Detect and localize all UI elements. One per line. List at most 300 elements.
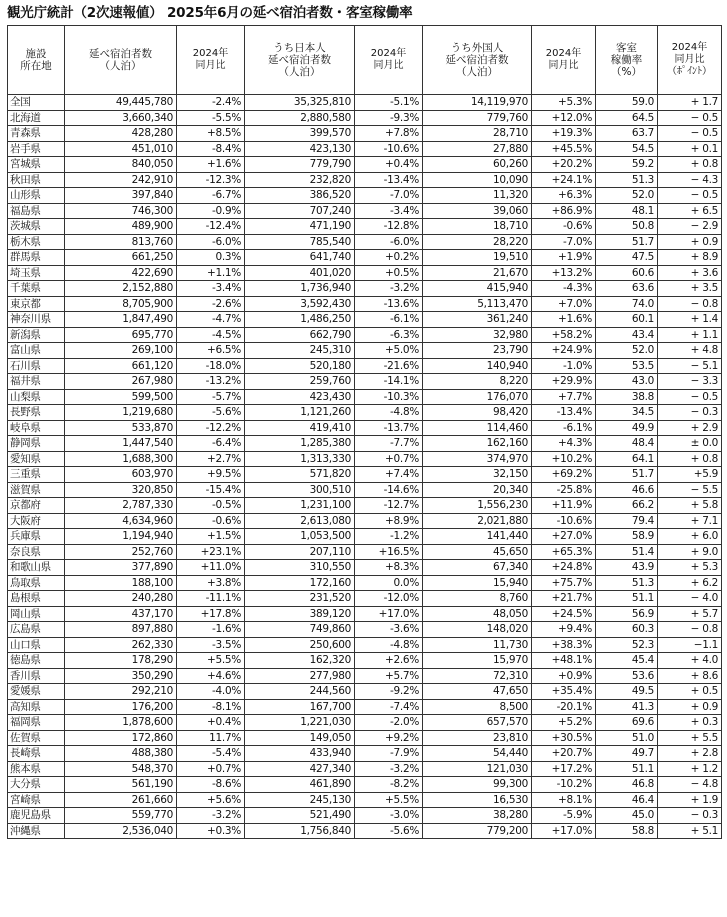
cell-total-yoy: -4.7% xyxy=(177,312,245,328)
cell-total-yoy: +9.5% xyxy=(177,467,245,483)
cell-foreign-guests: 15,940 xyxy=(423,575,532,591)
cell-japanese-yoy: -3.0% xyxy=(355,808,423,824)
table-row xyxy=(8,823,722,839)
cell-japanese-guests: 399,570 xyxy=(245,126,355,142)
cell-total-guests: 2,787,330 xyxy=(65,498,177,514)
cell-prefecture: 静岡県 xyxy=(8,436,65,452)
header-total-yoy: 2024年 同月比 xyxy=(177,26,245,95)
cell-total-yoy: +0.3% xyxy=(177,823,245,839)
cell-occupancy: 59.0 xyxy=(596,95,658,111)
cell-total-yoy: -4.5% xyxy=(177,327,245,343)
cell-occupancy-yoy: − 0.5 xyxy=(658,389,722,405)
table-body xyxy=(8,95,722,839)
cell-japanese-guests: 433,940 xyxy=(245,746,355,762)
cell-foreign-guests: 28,220 xyxy=(423,234,532,250)
cell-japanese-guests: 1,756,840 xyxy=(245,823,355,839)
cell-total-guests: 746,300 xyxy=(65,203,177,219)
cell-foreign-yoy: +1.6% xyxy=(532,312,596,328)
cell-foreign-yoy: -13.4% xyxy=(532,405,596,421)
cell-total-yoy: -11.1% xyxy=(177,591,245,607)
cell-foreign-yoy: +17.2% xyxy=(532,761,596,777)
cell-japanese-guests: 749,860 xyxy=(245,622,355,638)
cell-foreign-yoy: -1.0% xyxy=(532,358,596,374)
cell-total-guests: 188,100 xyxy=(65,575,177,591)
cell-total-guests: 897,880 xyxy=(65,622,177,638)
cell-prefecture: 千葉県 xyxy=(8,281,65,297)
cell-foreign-guests: 140,940 xyxy=(423,358,532,374)
cell-total-yoy: -8.1% xyxy=(177,699,245,715)
cell-japanese-guests: 521,490 xyxy=(245,808,355,824)
cell-prefecture: 宮崎県 xyxy=(8,792,65,808)
cell-occupancy: 60.3 xyxy=(596,622,658,638)
cell-total-yoy: 0.3% xyxy=(177,250,245,266)
cell-prefecture: 山形県 xyxy=(8,188,65,204)
cell-occupancy-yoy: + 5.1 xyxy=(658,823,722,839)
cell-foreign-yoy: +69.2% xyxy=(532,467,596,483)
cell-occupancy: 43.0 xyxy=(596,374,658,390)
statistics-table xyxy=(7,25,722,839)
cell-total-yoy: +0.4% xyxy=(177,715,245,731)
cell-occupancy: 64.1 xyxy=(596,451,658,467)
cell-total-guests: 422,690 xyxy=(65,265,177,281)
table-row xyxy=(8,513,722,529)
cell-total-guests: 488,380 xyxy=(65,746,177,762)
cell-total-yoy: +5.6% xyxy=(177,792,245,808)
cell-foreign-guests: 8,760 xyxy=(423,591,532,607)
cell-occupancy: 69.6 xyxy=(596,715,658,731)
cell-japanese-guests: 250,600 xyxy=(245,637,355,653)
cell-total-guests: 397,840 xyxy=(65,188,177,204)
cell-foreign-guests: 779,200 xyxy=(423,823,532,839)
cell-total-guests: 262,330 xyxy=(65,637,177,653)
cell-occupancy-yoy: − 2.9 xyxy=(658,219,722,235)
cell-foreign-guests: 23,810 xyxy=(423,730,532,746)
cell-foreign-guests: 15,970 xyxy=(423,653,532,669)
cell-japanese-yoy: -9.3% xyxy=(355,110,423,126)
cell-japanese-guests: 2,880,580 xyxy=(245,110,355,126)
cell-total-yoy: -5.5% xyxy=(177,110,245,126)
cell-occupancy: 51.0 xyxy=(596,730,658,746)
cell-total-guests: 1,688,300 xyxy=(65,451,177,467)
header-occupancy-yoy: 2024年 同月比 （ﾎﾟｲﾝﾄ） xyxy=(658,26,722,95)
cell-prefecture: 富山県 xyxy=(8,343,65,359)
cell-total-guests: 8,705,900 xyxy=(65,296,177,312)
cell-japanese-guests: 1,486,250 xyxy=(245,312,355,328)
cell-occupancy: 60.6 xyxy=(596,265,658,281)
cell-occupancy: 46.4 xyxy=(596,792,658,808)
cell-occupancy: 63.7 xyxy=(596,126,658,142)
cell-occupancy-yoy: − 0.5 xyxy=(658,188,722,204)
cell-total-guests: 437,170 xyxy=(65,606,177,622)
cell-foreign-yoy: +10.2% xyxy=(532,451,596,467)
cell-foreign-yoy: +38.3% xyxy=(532,637,596,653)
cell-total-yoy: -3.4% xyxy=(177,281,245,297)
table-row xyxy=(8,730,722,746)
cell-prefecture: 京都府 xyxy=(8,498,65,514)
cell-foreign-guests: 11,730 xyxy=(423,637,532,653)
cell-japanese-yoy: -13.4% xyxy=(355,172,423,188)
table-row xyxy=(8,715,722,731)
cell-occupancy-yoy: + 5.3 xyxy=(658,560,722,576)
cell-total-guests: 377,890 xyxy=(65,560,177,576)
cell-occupancy: 52.3 xyxy=(596,637,658,653)
cell-japanese-guests: 167,700 xyxy=(245,699,355,715)
cell-total-guests: 451,010 xyxy=(65,141,177,157)
cell-total-guests: 813,760 xyxy=(65,234,177,250)
cell-japanese-yoy: -4.8% xyxy=(355,405,423,421)
cell-prefecture: 三重県 xyxy=(8,467,65,483)
cell-japanese-yoy: -2.0% xyxy=(355,715,423,731)
cell-foreign-guests: 176,070 xyxy=(423,389,532,405)
cell-prefecture: 東京都 xyxy=(8,296,65,312)
header-foreign: うち外国人 延べ宿泊者数 （人泊） xyxy=(423,26,532,95)
cell-japanese-yoy: +0.2% xyxy=(355,250,423,266)
cell-japanese-guests: 207,110 xyxy=(245,544,355,560)
cell-foreign-guests: 18,710 xyxy=(423,219,532,235)
cell-japanese-yoy: -6.1% xyxy=(355,312,423,328)
cell-occupancy-yoy: + 0.9 xyxy=(658,234,722,250)
cell-total-guests: 2,152,880 xyxy=(65,281,177,297)
cell-occupancy-yoy: + 7.1 xyxy=(658,513,722,529)
cell-foreign-yoy: -4.3% xyxy=(532,281,596,297)
cell-total-guests: 533,870 xyxy=(65,420,177,436)
cell-prefecture: 山梨県 xyxy=(8,389,65,405)
cell-occupancy: 58.8 xyxy=(596,823,658,839)
cell-japanese-guests: 1,313,330 xyxy=(245,451,355,467)
cell-foreign-guests: 10,090 xyxy=(423,172,532,188)
cell-total-yoy: +8.5% xyxy=(177,126,245,142)
cell-japanese-yoy: -10.6% xyxy=(355,141,423,157)
cell-occupancy-yoy: − 0.8 xyxy=(658,622,722,638)
cell-occupancy: 52.0 xyxy=(596,188,658,204)
cell-occupancy-yoy: − 4.3 xyxy=(658,172,722,188)
cell-occupancy: 51.3 xyxy=(596,172,658,188)
table-row xyxy=(8,141,722,157)
cell-total-yoy: -1.6% xyxy=(177,622,245,638)
cell-foreign-guests: 39,060 xyxy=(423,203,532,219)
cell-prefecture: 福島県 xyxy=(8,203,65,219)
cell-prefecture: 宮城県 xyxy=(8,157,65,173)
cell-occupancy-yoy: ± 0.0 xyxy=(658,436,722,452)
cell-occupancy: 45.0 xyxy=(596,808,658,824)
cell-total-yoy: -18.0% xyxy=(177,358,245,374)
cell-foreign-guests: 60,260 xyxy=(423,157,532,173)
cell-occupancy-yoy: + 4.8 xyxy=(658,343,722,359)
cell-total-guests: 603,970 xyxy=(65,467,177,483)
cell-japanese-guests: 571,820 xyxy=(245,467,355,483)
table-row xyxy=(8,203,722,219)
table-row xyxy=(8,281,722,297)
cell-total-guests: 178,290 xyxy=(65,653,177,669)
table-row xyxy=(8,746,722,762)
cell-prefecture: 熊本県 xyxy=(8,761,65,777)
cell-total-yoy: -12.2% xyxy=(177,420,245,436)
cell-foreign-guests: 361,240 xyxy=(423,312,532,328)
cell-occupancy: 45.4 xyxy=(596,653,658,669)
cell-foreign-yoy: +24.9% xyxy=(532,343,596,359)
cell-occupancy: 47.5 xyxy=(596,250,658,266)
cell-japanese-yoy: -3.2% xyxy=(355,761,423,777)
cell-foreign-yoy: -0.6% xyxy=(532,219,596,235)
cell-occupancy-yoy: − 5.1 xyxy=(658,358,722,374)
cell-japanese-guests: 1,221,030 xyxy=(245,715,355,731)
cell-total-guests: 548,370 xyxy=(65,761,177,777)
cell-total-yoy: +3.8% xyxy=(177,575,245,591)
table-row xyxy=(8,544,722,560)
cell-total-yoy: -4.0% xyxy=(177,684,245,700)
cell-occupancy-yoy: +5.9 xyxy=(658,467,722,483)
cell-foreign-guests: 148,020 xyxy=(423,622,532,638)
cell-total-yoy: -0.9% xyxy=(177,203,245,219)
cell-japanese-guests: 707,240 xyxy=(245,203,355,219)
cell-occupancy-yoy: + 4.0 xyxy=(658,653,722,669)
cell-foreign-yoy: +75.7% xyxy=(532,575,596,591)
cell-japanese-yoy: -1.2% xyxy=(355,529,423,545)
cell-foreign-guests: 28,710 xyxy=(423,126,532,142)
cell-japanese-guests: 149,050 xyxy=(245,730,355,746)
cell-foreign-yoy: +5.3% xyxy=(532,95,596,111)
cell-foreign-guests: 67,340 xyxy=(423,560,532,576)
cell-foreign-yoy: -6.1% xyxy=(532,420,596,436)
cell-foreign-guests: 19,510 xyxy=(423,250,532,266)
header-total: 延べ宿泊者数 （人泊） xyxy=(65,26,177,95)
cell-foreign-yoy: +24.5% xyxy=(532,606,596,622)
cell-total-guests: 252,760 xyxy=(65,544,177,560)
cell-total-yoy: +1.6% xyxy=(177,157,245,173)
cell-foreign-guests: 54,440 xyxy=(423,746,532,762)
cell-occupancy: 56.9 xyxy=(596,606,658,622)
cell-occupancy: 41.3 xyxy=(596,699,658,715)
cell-foreign-guests: 779,760 xyxy=(423,110,532,126)
cell-japanese-guests: 3,592,430 xyxy=(245,296,355,312)
cell-total-yoy: +1.1% xyxy=(177,265,245,281)
cell-japanese-yoy: +5.7% xyxy=(355,668,423,684)
cell-japanese-yoy: +8.9% xyxy=(355,513,423,529)
cell-foreign-yoy: -5.9% xyxy=(532,808,596,824)
cell-japanese-guests: 1,736,940 xyxy=(245,281,355,297)
table-row xyxy=(8,188,722,204)
cell-japanese-guests: 35,325,810 xyxy=(245,95,355,111)
cell-occupancy-yoy: + 3.5 xyxy=(658,281,722,297)
cell-japanese-guests: 300,510 xyxy=(245,482,355,498)
cell-foreign-guests: 8,500 xyxy=(423,699,532,715)
cell-prefecture: 滋賀県 xyxy=(8,482,65,498)
header-row xyxy=(8,26,722,95)
cell-japanese-guests: 277,980 xyxy=(245,668,355,684)
cell-japanese-guests: 1,121,260 xyxy=(245,405,355,421)
cell-occupancy-yoy: + 8.9 xyxy=(658,250,722,266)
cell-foreign-yoy: +29.9% xyxy=(532,374,596,390)
table-row xyxy=(8,792,722,808)
cell-japanese-yoy: -3.4% xyxy=(355,203,423,219)
cell-occupancy-yoy: + 8.6 xyxy=(658,668,722,684)
page-title: 観光庁統計（2次速報値） 2025年6月の延べ宿泊者数・客室稼働率 xyxy=(7,5,413,21)
cell-total-guests: 559,770 xyxy=(65,808,177,824)
cell-foreign-guests: 47,650 xyxy=(423,684,532,700)
cell-foreign-yoy: +0.9% xyxy=(532,668,596,684)
table-row xyxy=(8,436,722,452)
cell-total-guests: 267,980 xyxy=(65,374,177,390)
cell-prefecture: 香川県 xyxy=(8,668,65,684)
cell-total-guests: 176,200 xyxy=(65,699,177,715)
table-row xyxy=(8,110,722,126)
cell-japanese-guests: 641,740 xyxy=(245,250,355,266)
table-row xyxy=(8,606,722,622)
header-occupancy: 客室 稼働率 （%） xyxy=(596,26,658,95)
cell-occupancy: 64.5 xyxy=(596,110,658,126)
cell-total-yoy: +17.8% xyxy=(177,606,245,622)
cell-total-guests: 4,634,960 xyxy=(65,513,177,529)
cell-occupancy: 53.5 xyxy=(596,358,658,374)
cell-total-yoy: 11.7% xyxy=(177,730,245,746)
cell-occupancy: 53.6 xyxy=(596,668,658,684)
cell-total-yoy: -5.7% xyxy=(177,389,245,405)
header-pref: 施設 所在地 xyxy=(8,26,65,95)
cell-foreign-guests: 114,460 xyxy=(423,420,532,436)
cell-total-guests: 240,280 xyxy=(65,591,177,607)
cell-occupancy: 74.0 xyxy=(596,296,658,312)
cell-foreign-guests: 99,300 xyxy=(423,777,532,793)
cell-total-guests: 292,210 xyxy=(65,684,177,700)
cell-foreign-yoy: -7.0% xyxy=(532,234,596,250)
table-row xyxy=(8,575,722,591)
cell-occupancy-yoy: − 0.3 xyxy=(658,808,722,824)
cell-japanese-yoy: +0.4% xyxy=(355,157,423,173)
cell-occupancy-yoy: + 2.9 xyxy=(658,420,722,436)
cell-foreign-yoy: +86.9% xyxy=(532,203,596,219)
cell-japanese-yoy: -8.2% xyxy=(355,777,423,793)
table-row xyxy=(8,374,722,390)
cell-foreign-yoy: +9.4% xyxy=(532,622,596,638)
cell-foreign-guests: 5,113,470 xyxy=(423,296,532,312)
cell-prefecture: 新潟県 xyxy=(8,327,65,343)
table-row xyxy=(8,777,722,793)
table-row xyxy=(8,637,722,653)
cell-occupancy-yoy: − 4.0 xyxy=(658,591,722,607)
cell-occupancy: 58.9 xyxy=(596,529,658,545)
cell-total-guests: 1,447,540 xyxy=(65,436,177,452)
cell-occupancy: 48.1 xyxy=(596,203,658,219)
cell-prefecture: 福井県 xyxy=(8,374,65,390)
cell-foreign-yoy: +7.0% xyxy=(532,296,596,312)
cell-japanese-yoy: -12.8% xyxy=(355,219,423,235)
cell-prefecture: 奈良県 xyxy=(8,544,65,560)
cell-occupancy-yoy: + 2.8 xyxy=(658,746,722,762)
cell-foreign-yoy: +65.3% xyxy=(532,544,596,560)
cell-foreign-guests: 1,556,230 xyxy=(423,498,532,514)
cell-prefecture: 兵庫県 xyxy=(8,529,65,545)
cell-total-yoy: -8.6% xyxy=(177,777,245,793)
cell-prefecture: 秋田県 xyxy=(8,172,65,188)
cell-foreign-guests: 121,030 xyxy=(423,761,532,777)
table-row xyxy=(8,761,722,777)
cell-foreign-yoy: +13.2% xyxy=(532,265,596,281)
cell-prefecture: 石川県 xyxy=(8,358,65,374)
cell-foreign-guests: 45,650 xyxy=(423,544,532,560)
cell-foreign-yoy: -10.6% xyxy=(532,513,596,529)
cell-japanese-guests: 231,520 xyxy=(245,591,355,607)
cell-total-guests: 242,910 xyxy=(65,172,177,188)
cell-occupancy-yoy: + 1.7 xyxy=(658,95,722,111)
cell-occupancy: 38.8 xyxy=(596,389,658,405)
cell-occupancy-yoy: + 6.0 xyxy=(658,529,722,545)
cell-occupancy: 52.0 xyxy=(596,343,658,359)
cell-foreign-yoy: +7.7% xyxy=(532,389,596,405)
cell-occupancy-yoy: + 0.3 xyxy=(658,715,722,731)
cell-foreign-guests: 11,320 xyxy=(423,188,532,204)
cell-japanese-guests: 2,613,080 xyxy=(245,513,355,529)
cell-total-yoy: -13.2% xyxy=(177,374,245,390)
cell-total-guests: 1,194,940 xyxy=(65,529,177,545)
cell-foreign-guests: 657,570 xyxy=(423,715,532,731)
cell-total-guests: 350,290 xyxy=(65,668,177,684)
cell-total-yoy: -12.4% xyxy=(177,219,245,235)
cell-occupancy-yoy: + 6.5 xyxy=(658,203,722,219)
cell-occupancy-yoy: + 1.9 xyxy=(658,792,722,808)
cell-prefecture: 大阪府 xyxy=(8,513,65,529)
cell-total-guests: 261,660 xyxy=(65,792,177,808)
cell-total-yoy: +11.0% xyxy=(177,560,245,576)
cell-foreign-guests: 21,670 xyxy=(423,265,532,281)
cell-total-guests: 661,250 xyxy=(65,250,177,266)
cell-total-guests: 428,280 xyxy=(65,126,177,142)
cell-occupancy: 51.7 xyxy=(596,234,658,250)
cell-total-yoy: -12.3% xyxy=(177,172,245,188)
cell-occupancy: 79.4 xyxy=(596,513,658,529)
cell-prefecture: 佐賀県 xyxy=(8,730,65,746)
cell-total-guests: 1,219,680 xyxy=(65,405,177,421)
cell-occupancy: 49.9 xyxy=(596,420,658,436)
header-japanese: うち日本人 延べ宿泊者数 （人泊） xyxy=(245,26,355,95)
cell-japanese-guests: 1,053,500 xyxy=(245,529,355,545)
cell-japanese-guests: 172,160 xyxy=(245,575,355,591)
cell-foreign-yoy: +19.3% xyxy=(532,126,596,142)
cell-foreign-yoy: +4.3% xyxy=(532,436,596,452)
table-row xyxy=(8,653,722,669)
cell-prefecture: 全国 xyxy=(8,95,65,111)
cell-japanese-guests: 245,130 xyxy=(245,792,355,808)
cell-occupancy-yoy: − 5.5 xyxy=(658,482,722,498)
table-row xyxy=(8,622,722,638)
cell-total-yoy: -5.4% xyxy=(177,746,245,762)
cell-prefecture: 高知県 xyxy=(8,699,65,715)
cell-prefecture: 山口県 xyxy=(8,637,65,653)
cell-occupancy: 51.1 xyxy=(596,761,658,777)
cell-prefecture: 岩手県 xyxy=(8,141,65,157)
cell-foreign-yoy: +11.9% xyxy=(532,498,596,514)
cell-total-guests: 320,850 xyxy=(65,482,177,498)
cell-japanese-guests: 1,285,380 xyxy=(245,436,355,452)
cell-foreign-yoy: +58.2% xyxy=(532,327,596,343)
cell-occupancy-yoy: + 1.1 xyxy=(658,327,722,343)
cell-foreign-guests: 415,940 xyxy=(423,281,532,297)
cell-occupancy: 54.5 xyxy=(596,141,658,157)
cell-foreign-yoy: +20.7% xyxy=(532,746,596,762)
cell-total-yoy: +2.7% xyxy=(177,451,245,467)
cell-japanese-guests: 401,020 xyxy=(245,265,355,281)
cell-foreign-guests: 16,530 xyxy=(423,792,532,808)
cell-japanese-yoy: -7.0% xyxy=(355,188,423,204)
cell-total-guests: 599,500 xyxy=(65,389,177,405)
cell-prefecture: 岐阜県 xyxy=(8,420,65,436)
cell-foreign-yoy: -20.1% xyxy=(532,699,596,715)
cell-occupancy-yoy: − 0.8 xyxy=(658,296,722,312)
table-row xyxy=(8,250,722,266)
cell-japanese-guests: 471,190 xyxy=(245,219,355,235)
cell-japanese-guests: 427,340 xyxy=(245,761,355,777)
cell-total-guests: 49,445,780 xyxy=(65,95,177,111)
cell-japanese-guests: 162,320 xyxy=(245,653,355,669)
